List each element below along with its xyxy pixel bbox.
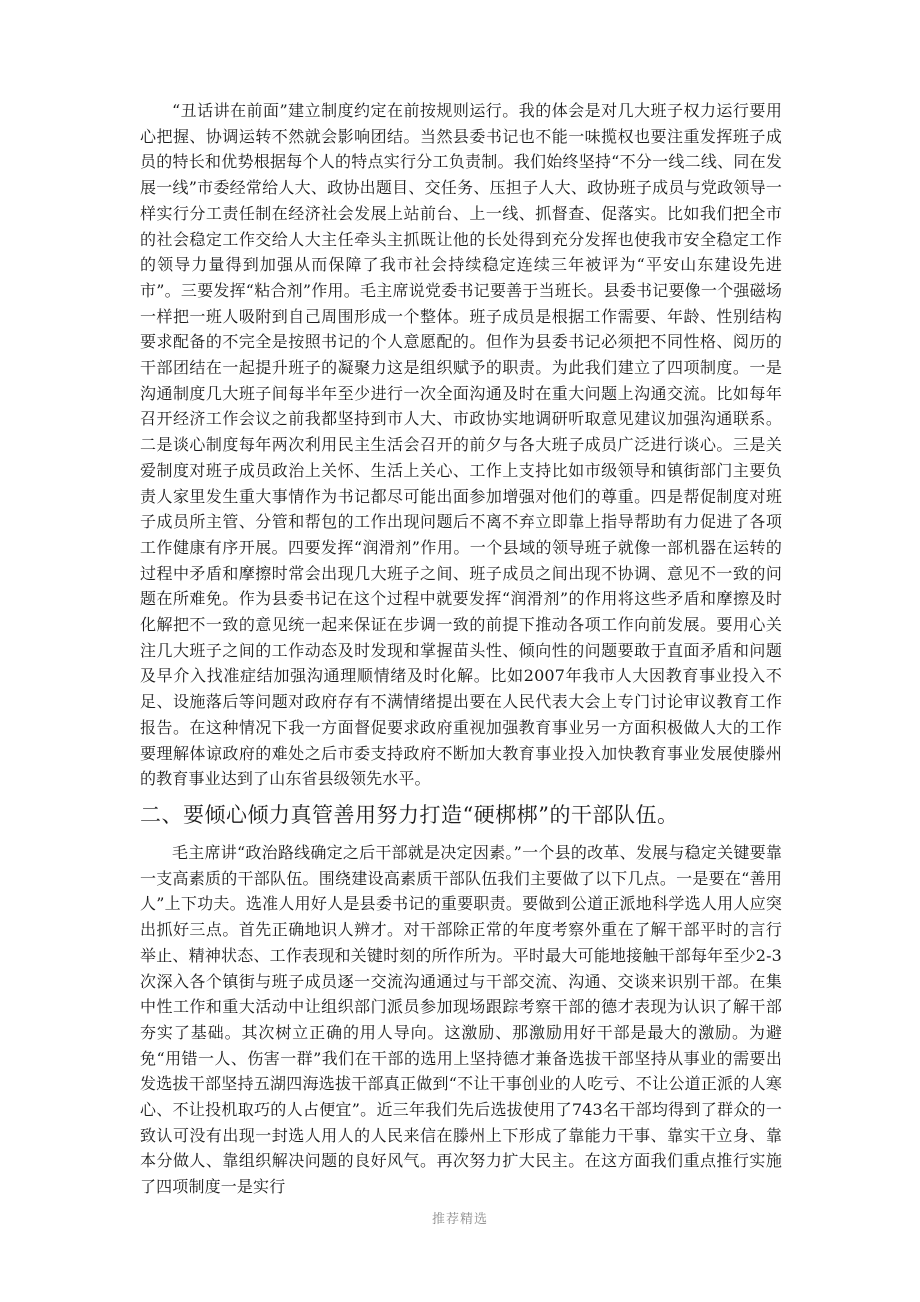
body-paragraph: “丑话讲在前面”建立制度约定在前按规则运行。我的体会是对几大班子权力运行要用心把握、协调运转不然就会影响团结。当然县委书记也不能一味揽权也要注重发挥班子成员的特长和优势根据每个人的特点实行分工负责制。我们始终坚持“不分一线二线、同在发展一线”市委经常给人大、政协出题目、交任务、压担子人大、政协班子成员与党政领导一样实行分工责任制在经济社会发展上站前台、上一线、抓督查、促落实。比如我们把全市的社会稳定工作交给人大主任牵头主抓既让他的长处得到充分发挥也使我市安全稳定工作的领导力量得到加强从而保障了我市社会持续稳定连续三年被评为“平安山东建设先进市”。三要发挥“粘合剂”作用。毛主席说党委书记要善于当班长。县委书记要像一个强磁场一样把一班人吸附到自己周围形成一个整体。班子成员是根据工作需要、年龄、性别结构要求配备的不完全是按照书记的个人意愿配的。但作为县委书记必须把不同性格、阅历的干部团结在一起提升班子的凝聚力这是组织赋予的职责。为此我们建立了四项制度。一是沟通制度几大班子间每半年至少进行一次全面沟通及时在重大问题上沟通交流。比如每年召开经济工作会议之前我都坚持到市人大、市政协实地调研听取意见建议加强沟通联系。二是谈心制度每年两次利用民主生活会召开的前夕与各大班子成员广泛进行谈心。三是关爱制度对班子成员政治上关怀、生活上关心、工作上支持比如市级领导和镇街部门主要负责人家里发生重大事情作为书记都尽可能出面参加增强对他们的尊重。四是帮促制度对班子成员所主管、分管和帮包的工作出现问题后不离不弃立即靠上指导帮助有力促进了各项工作健康有序开展。四要发挥“润滑剂”作用。一个县域的领导班子就像一部机器在运转的过程中矛盾和摩擦时常会出现几大班子之间、班子成员之间出现不协调、意见不一致的问题在所难免。作为县委书记在这个过程中就要发挥“润滑剂”的作用将这些矛盾和摩擦及时化解把不一致的意见统一起来保证在步调一致的前提下推动各项工作向前发展。要用心关注几大班子之间的工作动态及时发现和掌握苗头性、倾向性的问题要敢于直面矛盾和问题及早介入找准症结加强沟通理顺情绪及时化解。比如2007年我市人大因教育事业投入不足、设施落后等问题对政府存有不满情绪提出要在人民代表大会上专门讨论审议教育工作报告。在这种情况下我一方面督促要求政府重视加强教育事业另一方面积极做人大的工作要理解体谅政府的难处之后市委支持政府不断加大教育事业投入加快教育事业发展使滕州的教育事业达到了山东省县级领先水平。	[140, 101, 782, 789]
section-heading: 二、要倾心倾力真管善用努力打造“硬梆梆”的干部队伍。	[140, 802, 679, 827]
body-paragraph: 毛主席讲“政治路线确定之后干部就是决定因素。”一个县的改革、发展与稳定关键要靠一支高素质的干部队伍。围绕建设高素质干部队伍我们主要做了以下几点。一是要在“善用人”上下功夫。选准人用好人是县委书记的重要职责。要做到公道正派地科学选人用人应突出抓好三点。首先正确地识人辨才。对干部除正常的年度考察外重在了解干部平时的言行举止、精神状态、工作表现和关键时刻的所作所为。平时最大可能地接触干部每年至少2-3次深入各个镇街与班子成员逐一交流沟通通过与干部交流、沟通、交谈来识别干部。在集中性工作和重大活动中让组织部门派员参加现场跟踪考察干部的德才表现为认识了解干部夯实了基础。其次树立正确的用人导向。这激励、那激励用好干部是最大的激励。为避免“用错一人、伤害一群”我们在干部的选用上坚持德才兼备选拔干部坚持从事业的需要出发选拔干部坚持五湖四海选拔干部真正做到“不让干事创业的人吃亏、不让公道正派的人寒心、不让投机取巧的人占便宜”。近三年我们先后选拔使用了743名干部均得到了群众的一致认可没有出现一封选人用人的人民来信在滕州上下形成了靠能力干事、靠实干立身、靠本分做人、靠组织解决问题的良好风气。再次努力扩大民主。在这方面我们重点推行实施了四项制度一是实行	[140, 842, 782, 1197]
document-body	[140, 98, 782, 1200]
page-footer: 推荐精选	[431, 1212, 488, 1227]
